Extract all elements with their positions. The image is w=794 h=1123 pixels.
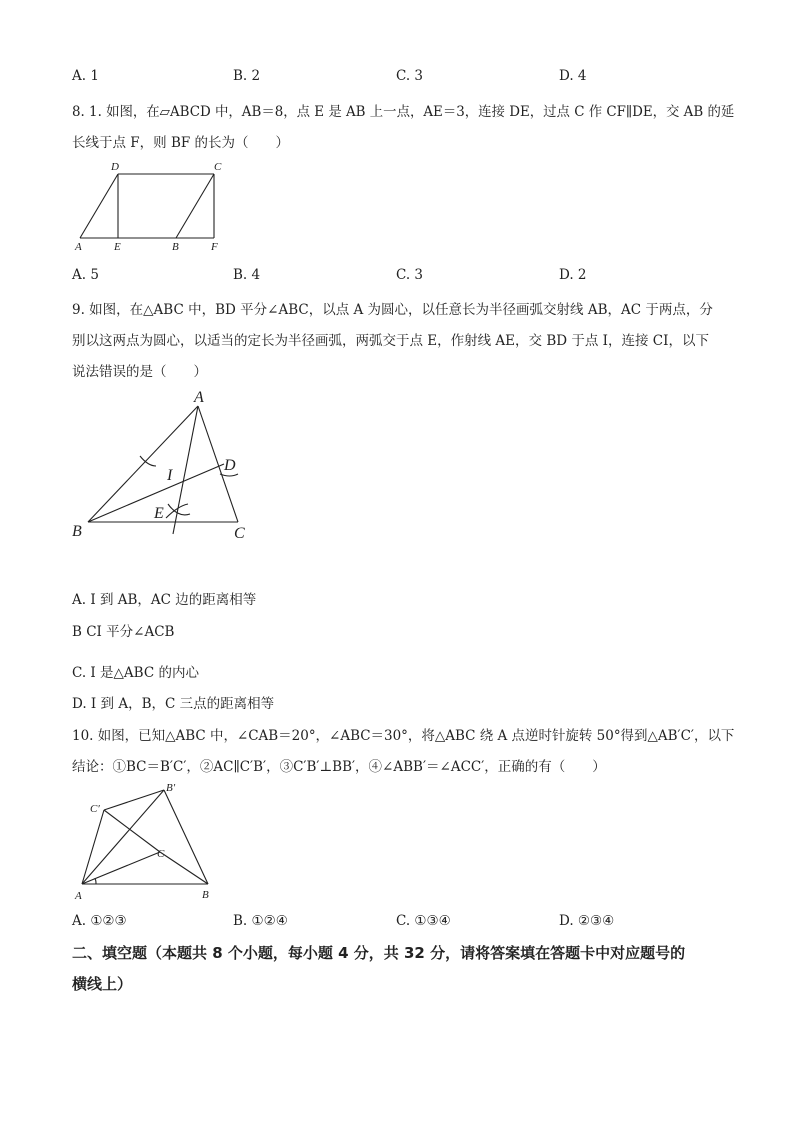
q8-stem-line-2: 长线于点 F，则 BF 的长为（ ）: [72, 135, 290, 151]
q10-option-c: C. ①③④: [396, 913, 451, 929]
q10-side-ac-prime: [82, 810, 104, 884]
q8-label-b: B: [172, 241, 179, 253]
q10-option-a: A. ①②③: [72, 913, 127, 929]
q9-option-b: B CI 平分∠ACB: [72, 624, 175, 640]
q8-option-b: B. 4: [233, 267, 261, 283]
q9-label-d: D: [224, 457, 236, 474]
q8-label-e: E: [114, 241, 121, 253]
q8-side-bc: [176, 174, 214, 238]
q8-side-ad: [80, 174, 118, 238]
q9-label-c: C: [234, 525, 245, 542]
q8-option-a: A. 5: [72, 267, 99, 283]
q9-stem-line-2: 别以这两点为圆心，以适当的定长为半径画弧，两弧交于点 E，作射线 AE，交 BD 于点 I，连接 CI，以下: [72, 333, 709, 349]
q10-stem-line-1: 10. 如图，已知△ABC 中，∠CAB＝20°，∠ABC＝30°，将△ABC 绕 A 点逆时针旋转 50°得到△AB′C′，以下: [72, 728, 735, 744]
section-2-heading-line-2: 横线上）: [72, 975, 133, 993]
q8-parallelogram-figure: [72, 158, 232, 254]
q9-label-a: A: [194, 389, 204, 406]
q10-label-c: C: [157, 848, 165, 860]
q9-label-i: I: [167, 467, 173, 484]
q9-stem-line-1: 9. 如图，在△ABC 中，BD 平分∠ABC，以点 A 为圆心，以任意长为半径画弧交射线 AB，AC 于两点，分: [72, 302, 713, 318]
q9-option-d: D. I 到 A，B，C 三点的距离相等: [72, 696, 275, 712]
q10-option-d: D. ②③④: [559, 913, 615, 929]
q10-rotation-figure: [68, 778, 228, 904]
q7-option-c: C. 3: [396, 68, 424, 84]
q10-label-c-prime: C′: [90, 803, 100, 815]
q9-label-b: B: [72, 523, 82, 540]
q10-stem-line-2: 结论：①BC＝B′C′，②AC∥C′B′，③C′B′⊥BB′，④∠ABB′＝∠ACC′，正确的有（ ）: [72, 759, 606, 775]
q8-label-f: F: [211, 241, 218, 253]
q10-option-b: B. ①②④: [233, 913, 288, 929]
q7-option-a: A. 1: [72, 68, 99, 84]
q10-label-b-prime: B′: [166, 782, 176, 794]
q10-label-b: B: [202, 889, 209, 901]
section-2-heading-line-1: 二、填空题（本题共 8 个小题，每小题 4 分，共 32 分，请将答案填在答题卡中对应题号的: [72, 944, 686, 962]
q9-arc-on-ac: [220, 474, 238, 476]
q9-label-e: E: [154, 505, 164, 522]
q8-label-a: A: [75, 241, 82, 253]
q8-option-c: C. 3: [396, 267, 424, 283]
q9-option-c: C. I 是△ABC 的内心: [72, 665, 199, 681]
q8-label-c: C: [214, 161, 222, 173]
q9-stem-line-3: 说法错误的是（ ）: [72, 364, 207, 380]
q7-option-b: B. 2: [233, 68, 261, 84]
q8-label-d: D: [111, 161, 119, 173]
q8-stem-line-1: 8. 1. 如图，在▱ABCD 中，AB＝8，点 E 是 AB 上一点，AE＝3，连接 DE，过点 C 作 CF∥DE，交 AB 的延: [72, 104, 735, 120]
q10-segment-cc-prime: [104, 810, 160, 852]
q8-option-d: D. 2: [559, 267, 587, 283]
q9-triangle-figure: [68, 386, 268, 546]
q10-side-ac: [82, 852, 160, 884]
q9-side-ab: [88, 406, 198, 522]
q9-option-a: A. I 到 AB，AC 边的距离相等: [72, 592, 257, 608]
q7-option-d: D. 4: [559, 68, 587, 84]
q10-label-a: A: [75, 890, 82, 902]
q10-angle-mark: [94, 879, 96, 884]
